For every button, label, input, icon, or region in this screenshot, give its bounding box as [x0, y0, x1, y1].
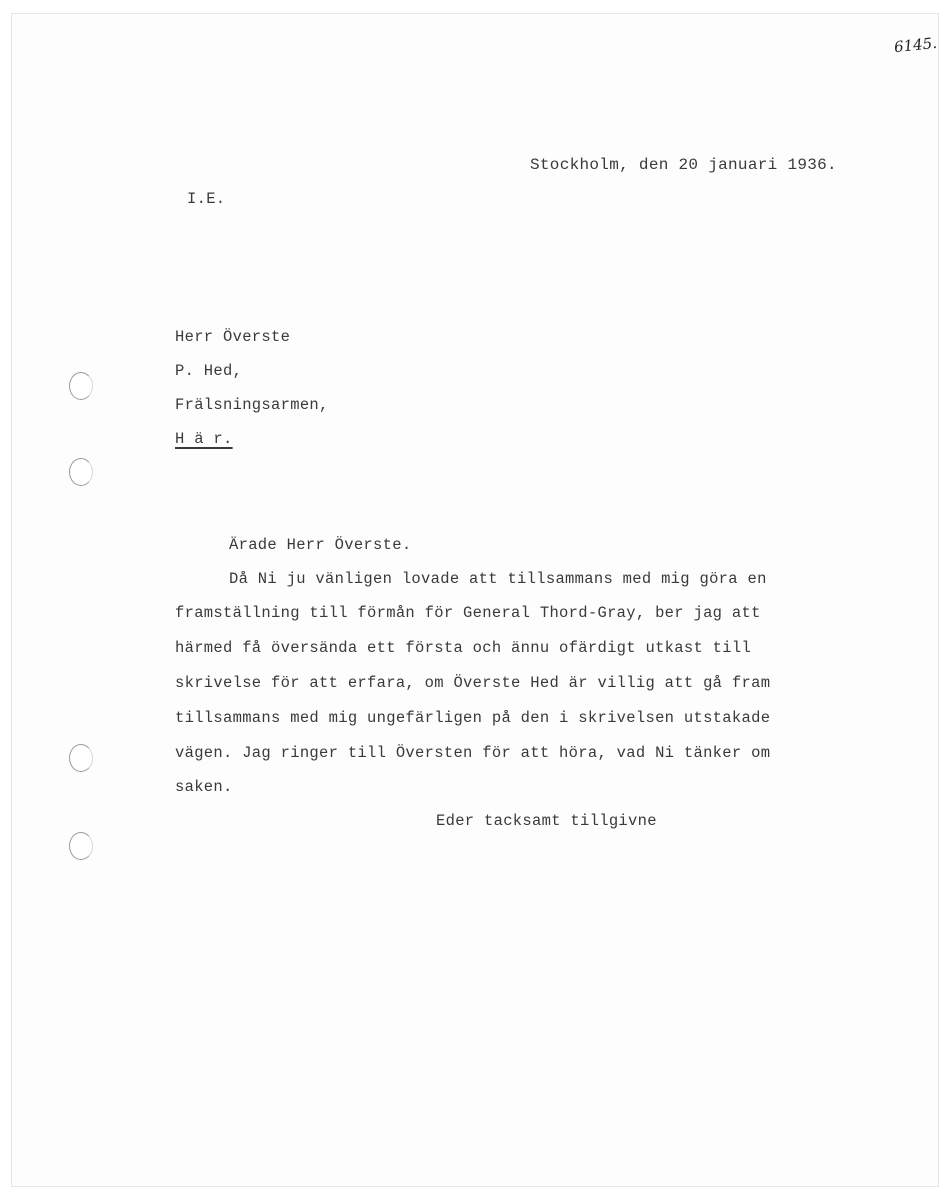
page-number: 6145.	[893, 33, 938, 57]
body-line-2: framställning till förmån för General Thord-Gray, ber jag att	[175, 604, 761, 622]
body-line-4: skrivelse för att erfara, om Överste Hed är villig att gå fram	[175, 674, 771, 692]
body-line-7: saken.	[175, 778, 233, 796]
address-line-3: Frälsningsarmen,	[175, 396, 329, 414]
address-line-4: H ä r.	[175, 430, 233, 448]
punch-hole	[69, 458, 93, 486]
body-line-5: tillsammans med mig ungefärligen på den i skrivelsen utstakade	[175, 709, 771, 727]
body-line-1: Då Ni ju vänligen lovade att tillsammans med mig göra en	[229, 570, 767, 588]
punch-hole	[69, 372, 93, 400]
letter-page	[12, 14, 938, 1186]
address-line-2: P. Hed,	[175, 362, 243, 380]
date-line: Stockholm, den 20 januari 1936.	[530, 156, 837, 174]
punch-hole	[69, 744, 93, 772]
body-line-3: härmed få översända ett första och ännu ofärdigt utkast till	[175, 639, 752, 657]
body-line-6: vägen. Jag ringer till Översten för att höra, vad Ni tänker om	[175, 744, 771, 762]
address-line-1: Herr Överste	[175, 328, 291, 346]
salutation: Ärade Herr Överste.	[229, 536, 412, 554]
initials: I.E.	[187, 190, 226, 208]
punch-hole	[69, 832, 93, 860]
closing: Eder tacksamt tillgivne	[436, 812, 657, 830]
